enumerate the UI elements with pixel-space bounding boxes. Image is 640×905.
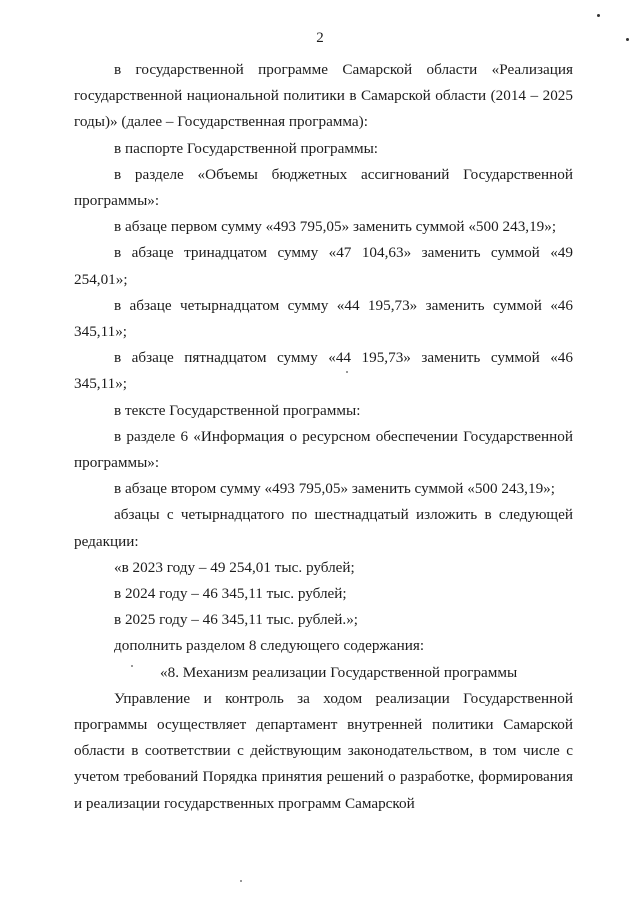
paragraph-program-intro: в государственной программе Самарской области «Реализация государственной национальной политики в Самарской области (2014 – 2025 годы)» (далее – Государственная программа):: [74, 61, 573, 131]
scan-speck: [240, 880, 242, 882]
paragraph-amendment-second: в абзаце втором сумму «493 795,05» заменить суммой «500 243,19»;: [114, 480, 555, 498]
paragraph-amendment-fourteenth: в абзаце четырнадцатом сумму «44 195,73» заменить суммой «46 345,11»;: [74, 296, 573, 341]
section-8-heading: «8. Механизм реализации Государственной программы: [160, 663, 518, 681]
paragraph-passport: в паспорте Государственной программы:: [114, 139, 379, 157]
paragraph-section-8-body: Управление и контроль за ходом реализации Государственной программы осуществляет департамент внутренней политики Самарской области в соответствии с действующим законодательством, в том числе с учетом требований Порядка принятия решений о разработке, формирования и реализации государственных программ Самарской: [74, 689, 573, 812]
paragraph-amendment-thirteenth: в абзаце тринадцатом сумму «47 104,63» заменить суммой «49 254,01»;: [74, 244, 573, 288]
paragraph-year-2023: «в 2023 году – 49 254,01 тыс. рублей;: [114, 558, 355, 576]
scan-speck: [346, 371, 348, 373]
paragraph-year-2024: в 2024 году – 46 345,11 тыс. рублей;: [114, 585, 347, 603]
paragraph-add-section-8: дополнить разделом 8 следующего содержания:: [114, 637, 425, 655]
scan-mark: [597, 14, 600, 17]
paragraph-year-2025: в 2025 году – 46 345,11 тыс. рублей.»;: [114, 611, 359, 629]
paragraph-amendment-fifteenth: в абзаце пятнадцатом сумму «44 195,73» заменить суммой «46 345,11»;: [74, 349, 573, 393]
document-body: [74, 57, 573, 817]
paragraph-new-edition: абзацы с четырнадцатого по шестнадцатый изложить в следующей редакции:: [74, 506, 573, 550]
paragraph-amendment-first: в абзаце первом сумму «493 795,05» заменить суммой «500 243,19»;: [114, 218, 557, 236]
paragraph-program-text: в тексте Государственной программы:: [114, 401, 361, 419]
paragraph-section-6: в разделе 6 «Информация о ресурсном обеспечении Государственной программы»:: [74, 427, 573, 472]
paragraph-budget-section: в разделе «Объемы бюджетных ассигнований Государственной программы»:: [74, 165, 573, 210]
scan-speck: [131, 665, 133, 667]
page-number: 2: [316, 30, 324, 46]
